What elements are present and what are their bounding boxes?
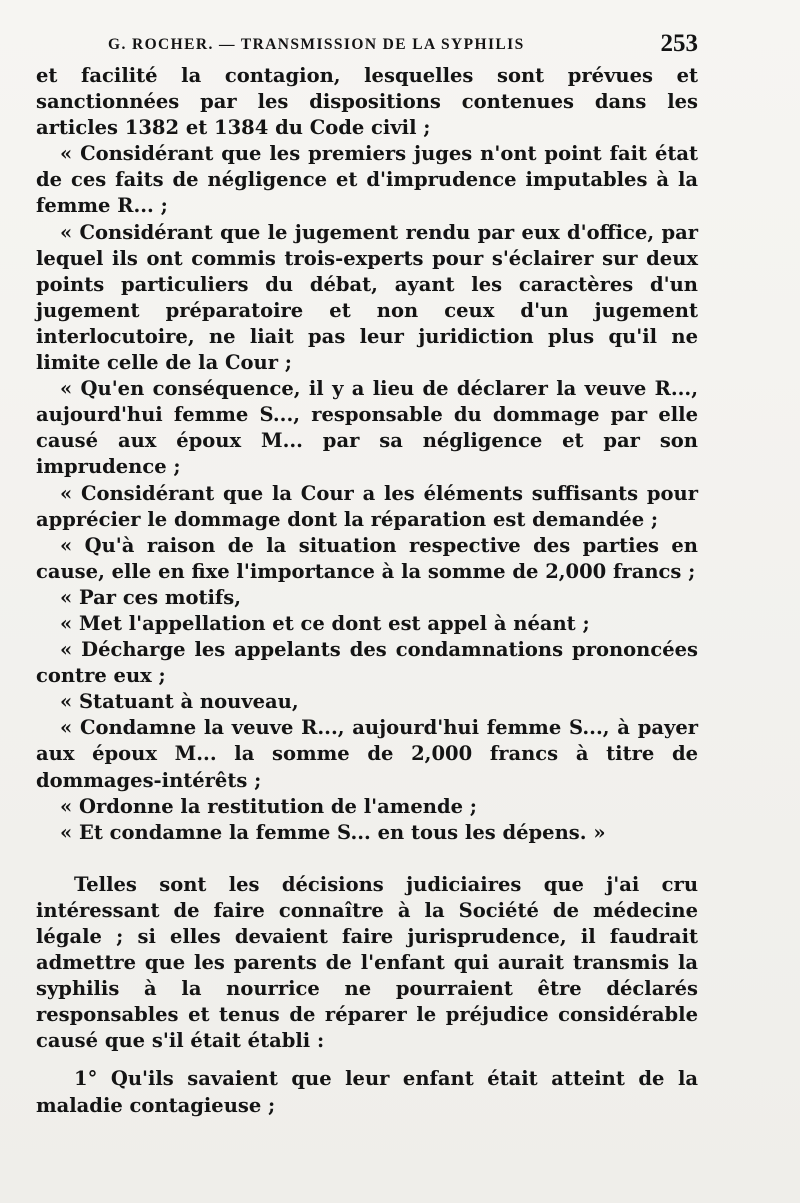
paragraph: « Ordonne la restitution de l'amende ; (60, 794, 477, 818)
paragraph: « Qu'à raison de la situation respective des parties en cause, elle en fixe l'importance à la somme de 2,000 francs ; (36, 533, 698, 583)
page-number: 253 (660, 30, 698, 57)
paragraph: « Considérant que la Cour a les éléments suffisants pour apprécier le dommage dont la réparation est demandée ; (36, 481, 698, 531)
paragraph: « Qu'en conséquence, il y a lieu de déclarer la veuve R..., aujourd'hui femme S..., responsable du dommage par elle causé aux époux M... par sa négligence et par son imprudence ; (36, 377, 698, 479)
paragraph: « Condamne la veuve R..., aujourd'hui femme S..., à payer aux époux M... la somme de 2,000 francs à titre de dommages-intérêts ; (36, 716, 698, 792)
paragraph: « Et condamne la femme S... en tous les dépens. » (60, 820, 606, 844)
paragraph: « Met l'appellation et ce dont est appel à néant ; (60, 611, 590, 635)
paragraph: « Décharge les appelants des condamnations prononcées contre eux ; (36, 638, 698, 688)
paragraph: Telles sont les décisions judiciaires que j'ai cru intéressant de faire connaître à la Société de médecine légale ; si elles devaient faire jurisprudence, il faudrait admettre que les parents de l'enfant qui aurait transmis la syphilis à la nourrice ne pourraient être déclarés responsables et tenus de réparer le préjudice considérable causé que s'il était établi : (36, 872, 698, 1053)
paragraph: 1° Qu'ils savaient que leur enfant était atteint de la maladie contagieuse ; (36, 1067, 698, 1117)
paragraph: « Par ces motifs, (60, 585, 242, 609)
paragraph: « Considérant que le jugement rendu par eux d'office, par lequel ils ont commis trois-experts pour s'éclairer sur deux points particuliers du débat, ayant les caractères d'un jugement préparatoire et non ceux d'un jugement interlocutoire, ne liait pas leur juridiction plus qu'il ne limite celle de la Cour ; (36, 220, 698, 375)
body-text (36, 63, 698, 1119)
paragraph: « Statuant à nouveau, (60, 690, 299, 714)
running-head: G. ROCHER. — TRANSMISSION DE LA SYPHILIS (108, 36, 525, 53)
paragraph: « Considérant que les premiers juges n'ont point fait état de ces faits de négligence et d'imprudence imputables à la femme R... ; (36, 142, 698, 218)
paragraph-continuation: et facilité la contagion, lesquelles sont prévues et sanctionnées par les dispositions contenues dans les articles 1382 et 1384 du Code civil ; (36, 64, 698, 140)
page-header (108, 32, 698, 56)
